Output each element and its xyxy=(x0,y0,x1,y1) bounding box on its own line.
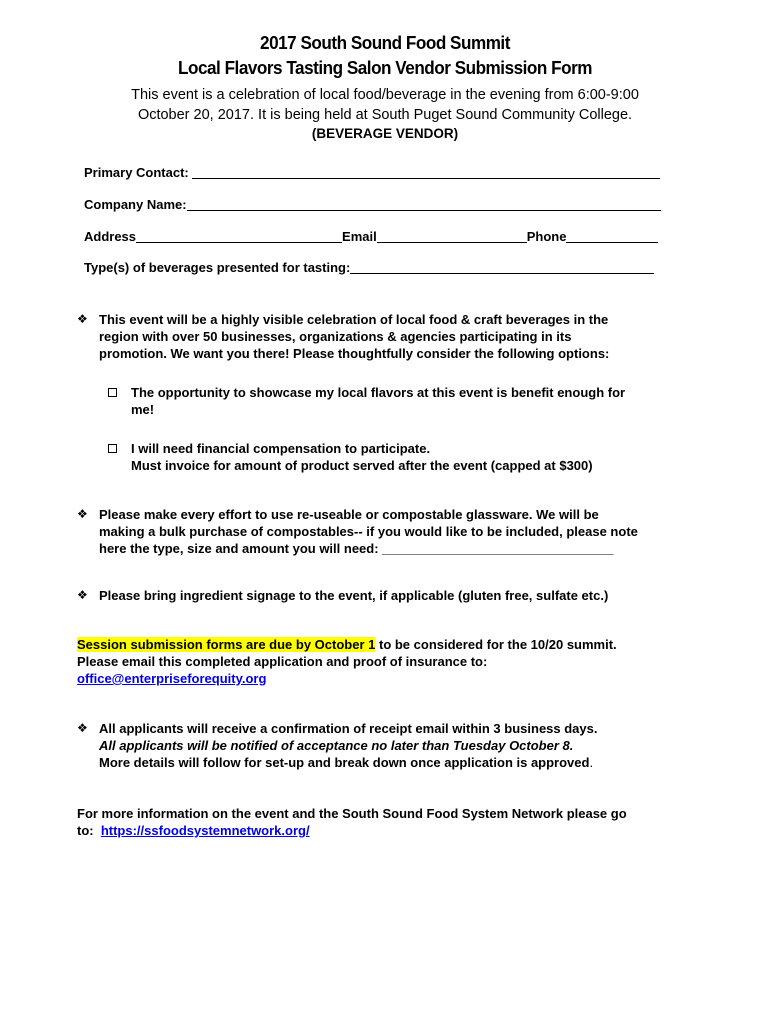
address-row xyxy=(84,228,658,244)
company-name-row xyxy=(84,196,661,212)
applicants-line3-end: . xyxy=(589,755,594,770)
applicants-line3-wrap xyxy=(99,754,679,771)
bullet1-line3: promotion. We want you there! Please thoughtfully consider the following options: xyxy=(99,346,610,361)
more-info-line1: For more information on the event and the South Sound Food System Network please go xyxy=(77,806,627,821)
submission-line1-rest: to be considered for the 10/20 summit. xyxy=(375,637,617,652)
option2-checkbox[interactable] xyxy=(108,444,117,453)
bullet3-paragraph xyxy=(99,587,679,604)
beverage-types-field[interactable] xyxy=(350,259,654,274)
diamond-bullet-icon: ❖ xyxy=(77,507,88,521)
bullet1-line1: This event will be a highly visible celebration of local food & craft beverages in the xyxy=(99,312,609,327)
primary-contact-field[interactable] xyxy=(192,164,660,179)
bullet2-line1: Please make every effort to use re-useable or compostable glassware. We will be xyxy=(99,507,599,522)
address-field[interactable] xyxy=(136,228,342,243)
office-email-link[interactable]: office@enterpriseforequity.org xyxy=(77,671,267,686)
company-name-label: Company Name: xyxy=(84,197,187,212)
bullet2-line3: here the type, size and amount you will need: ________________________________ xyxy=(99,541,614,556)
form-title-line1: 2017 South Sound Food Summit xyxy=(260,33,510,53)
option1-line1: The opportunity to showcase my local flavors at this event is benefit enough for xyxy=(131,385,626,400)
diamond-bullet-icon: ❖ xyxy=(77,312,88,326)
phone-field[interactable] xyxy=(566,228,658,243)
primary-contact-label: Primary Contact: xyxy=(84,165,189,180)
applicants-paragraph xyxy=(99,720,679,771)
bullet2-paragraph xyxy=(99,506,679,557)
submission-line2: Please email this completed application and proof of insurance to: xyxy=(77,654,488,669)
ssfood-website-link[interactable]: https://ssfoodsystemnetwork.org/ xyxy=(100,823,310,838)
intro-line1: This event is a celebration of local food/beverage in the evening from 6:00-9:00 xyxy=(131,87,639,103)
option2-line2: Must invoice for amount of product served after the event (capped at $300) xyxy=(131,458,593,473)
option2-text xyxy=(131,440,671,474)
company-name-field[interactable] xyxy=(187,196,661,211)
more-info-line2 xyxy=(77,822,697,839)
option1-text xyxy=(131,384,671,418)
option2-line1: I will need financial compensation to participate. xyxy=(131,441,431,456)
bullet2-line2: making a bulk purchase of compostables-- if you would like to be included, please note xyxy=(99,524,638,539)
deadline-highlight: Session submission forms are due by October 1 xyxy=(77,637,376,652)
vendor-type-label: (BEVERAGE VENDOR) xyxy=(311,126,459,141)
diamond-bullet-icon: ❖ xyxy=(77,721,88,735)
submission-block xyxy=(77,636,697,687)
phone-label: Phone xyxy=(526,229,567,244)
option1-checkbox[interactable] xyxy=(108,388,117,397)
form-title-line2: Local Flavors Tasting Salon Vendor Submission Form xyxy=(178,58,592,78)
beverage-types-row xyxy=(84,259,654,275)
more-info-prefix: to: xyxy=(77,823,101,838)
diamond-bullet-icon: ❖ xyxy=(77,588,88,602)
intro-line2: October 20, 2017. It is being held at South Puget Sound Community College. xyxy=(137,107,633,123)
intro-paragraph xyxy=(0,85,770,125)
applicants-line3: More details will follow for set-up and break down once application is approved xyxy=(99,755,590,770)
applicants-line1: All applicants will receive a confirmation of receipt email within 3 business days. xyxy=(99,721,598,736)
beverage-types-label: Type(s) of beverages presented for tasting: xyxy=(84,260,351,275)
submission-line1 xyxy=(77,636,697,653)
more-info-block xyxy=(77,805,697,839)
address-label: Address xyxy=(84,229,137,244)
bullet3-line: Please bring ingredient signage to the event, if applicable (gluten free, sulfate etc.) xyxy=(99,588,609,603)
bullet1-line2: region with over 50 businesses, organizations & agencies participating in its xyxy=(99,329,572,344)
option1-line2: me! xyxy=(131,402,155,417)
primary-contact-row xyxy=(84,164,660,180)
email-field[interactable] xyxy=(377,228,527,243)
bullet1-paragraph xyxy=(99,311,679,362)
email-label: Email xyxy=(342,229,377,244)
applicants-line2: All applicants will be notified of acceptance no later than Tuesday October 8. xyxy=(99,738,574,753)
